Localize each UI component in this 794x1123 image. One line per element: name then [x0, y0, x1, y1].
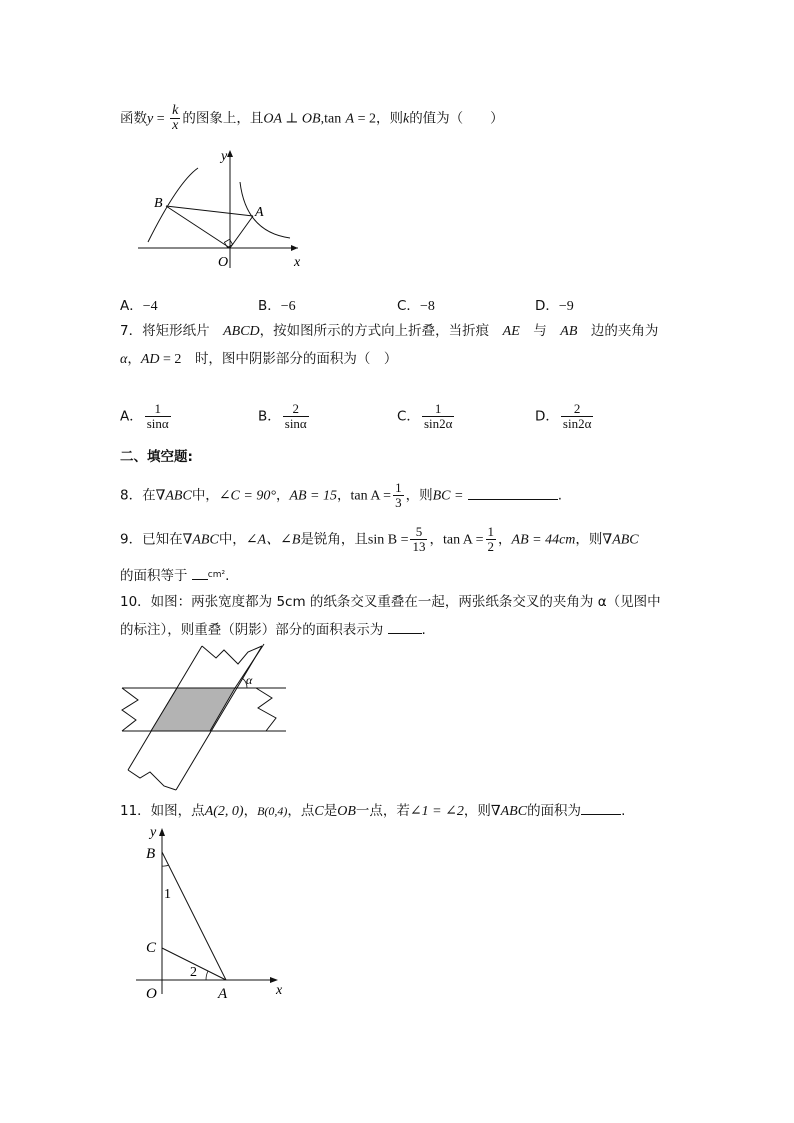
q10-shaded-overlap: [151, 688, 235, 731]
q11-label-x: x: [276, 983, 283, 998]
q11-label-angle-2: 2: [190, 965, 197, 980]
q6-label-y: y: [221, 149, 228, 164]
q6-eq: =: [153, 111, 169, 127]
q11-label-a: A: [218, 986, 228, 1002]
q10-strip1-right-tear: [256, 688, 276, 731]
q6-mid: 的图象上，且: [182, 110, 264, 127]
q6-k-var: k: [402, 111, 410, 127]
q9-line2: 的面积等于 $^{cm^2}$.: [120, 565, 229, 586]
q11-angle-1-arc: [162, 865, 169, 866]
q8-text: 8．在∇ABC中，∠C = 90°，AB = 15，tan A = $\frac{1}{3}$ ，则BC = .: [120, 480, 563, 510]
q6-curve-right: [240, 182, 290, 238]
q7-option-d: D． $\frac{2}{\sin 2\alpha}$: [535, 401, 592, 431]
q6-option-c: C．−8: [397, 298, 435, 314]
q7-option-c: C． $\frac{1}{\sin 2\alpha}$: [397, 401, 453, 431]
q6-segment-oa: [230, 216, 253, 248]
q7-line1: 7．将矩形纸片 ABCD，按如图所示的方式向上折叠，当折痕 AE 与 AB 边的夹角为: [120, 323, 659, 339]
q6-tan-var: A: [345, 111, 355, 127]
q11-label-c: C: [146, 940, 157, 956]
q10-strip1-left-tear: [122, 688, 138, 731]
q6-label-a: A: [255, 205, 264, 220]
q11-text: 11．如图，点A(2, 0)，B(0,4)，点C是OB一点，若∠1 = ∠2，则∇ABC的面积为 .: [120, 800, 625, 822]
q11-y-arrow-icon: [159, 828, 165, 836]
q6-comma: ,: [320, 111, 325, 127]
q6-frac-den: x: [172, 118, 179, 133]
q6-frac-num: k: [172, 103, 179, 118]
q6-tan: tan: [324, 111, 342, 127]
q10-label-alpha: α: [246, 673, 253, 687]
q6-fraction: [170, 104, 180, 133]
q11-segment-ba: [162, 852, 226, 980]
q6-option-d: D．−9: [535, 298, 574, 314]
q11-label-angle-1: 1: [164, 887, 171, 902]
q10-answer-blank[interactable]: [388, 619, 422, 634]
q9-line1: 9．已知在∇ABC中，∠A、∠B是锐角，且sin B = $\frac{5}{13}$ ，tan A = $\frac{1}{2}$ ，AB = 44cm，则∇ABC: [120, 524, 639, 554]
q10-strip2-bottom-tear: [128, 770, 176, 790]
q6-label-o: O: [218, 255, 229, 270]
q9-answer-blank[interactable]: [192, 565, 208, 580]
q6-y-arrow-icon: [227, 150, 233, 157]
q7-option-b: B． $\frac{2}{\sin\alpha}$: [258, 401, 307, 431]
q6-option-a: A．−4: [120, 298, 158, 314]
q11-figure: [136, 822, 296, 1006]
q7-option-a: A． $\frac{1}{\sin\alpha}$: [120, 401, 169, 431]
q6-tan-val: = 2: [354, 111, 376, 127]
q6-label-b: B: [154, 196, 163, 211]
q7-line2: α，AD = 2 时，图中阴影部分的面积为（ ）: [120, 351, 398, 367]
q6-prefix: 函数: [120, 110, 147, 127]
q11-answer-blank[interactable]: [581, 800, 621, 815]
q10-line2: 的标注），则重叠（阴影）部分的面积表示为 .: [120, 619, 426, 640]
q6-func-y: y: [147, 111, 154, 127]
q11-angle-2-arc: [206, 971, 208, 980]
q11-label-b: B: [146, 846, 156, 862]
q6-tail1: ，则: [375, 110, 403, 127]
section-2-heading: 二、填空题:: [120, 449, 193, 465]
q6-condition: OA ⊥ OB: [263, 111, 321, 127]
q11-label-o: O: [146, 986, 157, 1002]
q6-figure: [128, 142, 308, 272]
q6-text: [120, 104, 504, 133]
q6-label-x: x: [294, 255, 301, 270]
q6-x-arrow-icon: [291, 245, 298, 251]
q11-label-y: y: [150, 825, 157, 840]
q6-tail2: 的值为（ ）: [409, 110, 504, 127]
q8-answer-blank[interactable]: [468, 485, 558, 500]
q6-option-b: B．−6: [258, 298, 296, 314]
q10-figure: [116, 642, 296, 792]
q10-line1: 10．如图：两张宽度都为 5cm 的纸条交叉重叠在一起，两张纸条交叉的夹角为 α（见图中: [120, 594, 661, 610]
